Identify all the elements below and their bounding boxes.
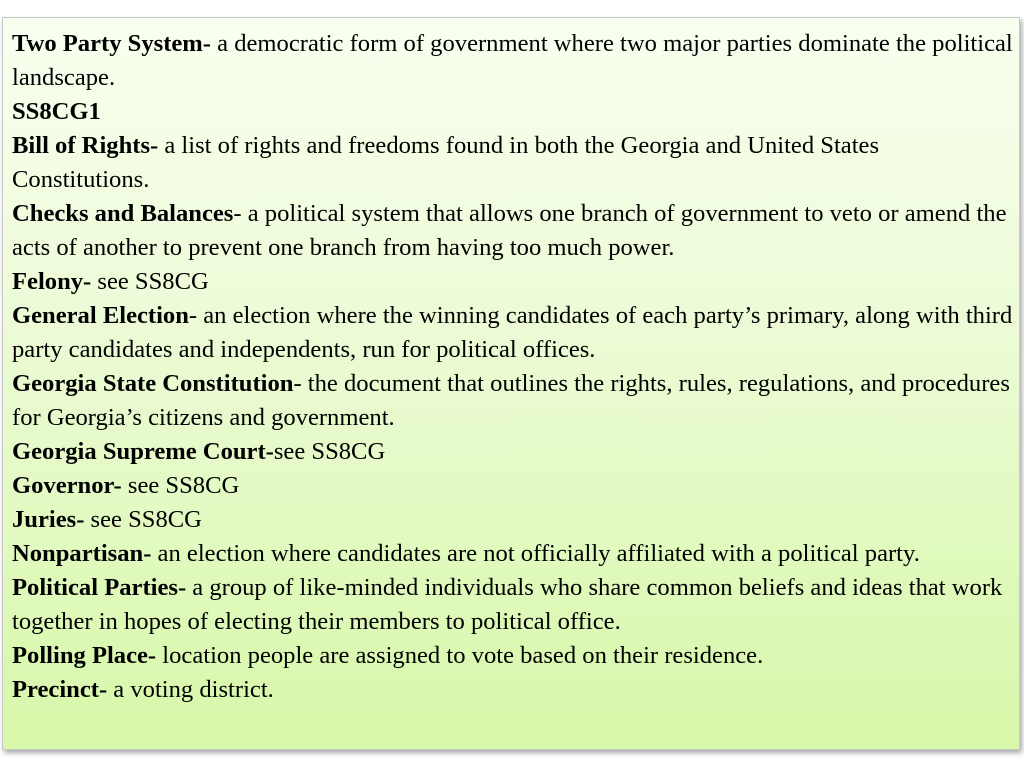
glossary-definition: see SS8CG (91, 268, 209, 295)
glossary-term: Precinct- (12, 676, 108, 703)
glossary-entry-georgia-supreme-court (12, 435, 1013, 469)
glossary-entry-bill-of-rights (12, 129, 1013, 197)
glossary-definition: an election where candidates are not officially affiliated with a political party. (151, 540, 920, 567)
glossary-term: Checks and Balances (12, 200, 234, 227)
glossary-entry-nonpartisan (12, 537, 1013, 571)
glossary-definition: - the document that outlines the rights, rules, regulations, and procedures for Georgia’s citizens and government. (12, 370, 1010, 431)
glossary-term: Felony- (12, 268, 92, 295)
glossary-entry-two-party-system (12, 27, 1013, 95)
glossary-entry-felony (12, 265, 1013, 299)
glossary-definition: - an election where the winning candidates of each party’s primary, along with third party candidates and independents, run for political offices. (12, 302, 1013, 363)
glossary-term: Bill of Rights- (12, 132, 159, 159)
glossary-text-box (2, 17, 1020, 750)
glossary-definition: a list of rights and freedoms found in both the Georgia and United States Constitutions. (12, 132, 880, 193)
glossary-definition: a democratic form of government where two major parties dominate the political landscape. (12, 30, 1013, 91)
glossary-definition: - a political system that allows one branch of government to veto or amend the acts of another to prevent one branch from having too much power. (12, 200, 1007, 261)
glossary-definition: see SS8CG (121, 472, 240, 499)
glossary-entry-precinct (12, 673, 1013, 707)
glossary-entry-juries (12, 503, 1013, 537)
glossary-term: Georgia State Constitution (12, 370, 294, 397)
glossary-definition: a group of like-minded individuals who share common beliefs and ideas that work together in hopes of electing their members to political office. (12, 574, 1003, 635)
glossary-entry-political-parties (12, 571, 1013, 639)
glossary-definition: location people are assigned to vote based on their residence. (156, 642, 764, 669)
glossary-term: General Election (12, 302, 189, 329)
glossary-term: Georgia Supreme Court- (12, 438, 274, 465)
glossary-entry-checks-and-balances (12, 197, 1013, 265)
glossary-term: Governor- (12, 472, 122, 499)
glossary-definition: see SS8CG (273, 438, 386, 465)
glossary-term: Polling Place- (12, 642, 157, 669)
glossary-definition: see SS8CG (84, 506, 202, 533)
glossary-entry-polling-place (12, 639, 1013, 673)
glossary-term: Two Party System- (12, 30, 211, 57)
glossary-definition: a voting district. (107, 676, 274, 703)
glossary-term: Nonpartisan- (12, 540, 152, 567)
glossary-entry-georgia-state-constitution (12, 367, 1013, 435)
glossary-entry-governor (12, 469, 1013, 503)
glossary-entry-general-election (12, 299, 1013, 367)
glossary-term: Political Parties- (12, 574, 187, 601)
glossary-term: SS8CG1 (12, 98, 101, 125)
glossary-term: Juries- (12, 506, 85, 533)
glossary-entry-standard-code (12, 95, 1013, 129)
